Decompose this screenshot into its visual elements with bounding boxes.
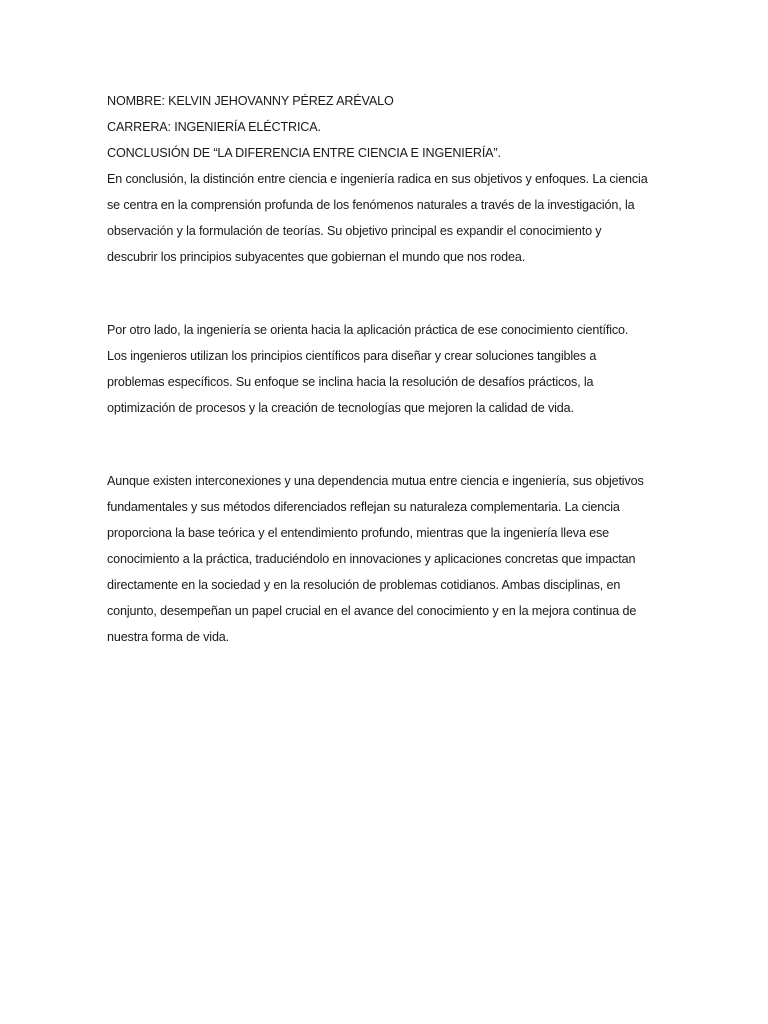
paragraph-line: fundamentales y sus métodos diferenciados reflejan su naturaleza complementaria. La ciencia xyxy=(107,500,620,514)
paragraph-line: problemas específicos. Su enfoque se inclina hacia la resolución de desafíos prácticos, la xyxy=(107,375,594,389)
paragraph-line: En conclusión, la distinción entre ciencia e ingeniería radica en sus objetivos y enfoques. La ciencia xyxy=(107,172,648,186)
document-body xyxy=(107,88,662,650)
career-line: CARRERA: INGENIERÍA ELÉCTRICA. xyxy=(107,120,321,134)
paragraph-line: descubrir los principios subyacentes que gobiernan el mundo que nos rodea. xyxy=(107,250,526,264)
student-name-line: NOMBRE: KELVIN JEHOVANNY PÉREZ ARÉVALO xyxy=(107,94,394,108)
paragraph-3 xyxy=(107,468,662,650)
paragraph-line: nuestra forma de vida. xyxy=(107,630,230,644)
paragraph-spacer xyxy=(107,270,662,317)
paragraph-line: optimización de procesos y la creación de tecnologías que mejoren la calidad de vida. xyxy=(107,401,574,415)
paragraph-1 xyxy=(107,166,662,270)
paragraph-2 xyxy=(107,317,662,421)
paragraph-spacer xyxy=(107,421,662,468)
paragraph-line: proporciona la base teórica y el entendimiento profundo, mientras que la ingeniería lleva ese xyxy=(107,526,610,540)
paragraph-line: observación y la formulación de teorías. Su objetivo principal es expandir el conocimiento y xyxy=(107,224,602,238)
paragraph-line: se centra en la comprensión profunda de los fenómenos naturales a través de la investigación, la xyxy=(107,198,635,212)
paragraph-line: conocimiento a la práctica, traduciéndolo en innovaciones y aplicaciones concretas que impactan xyxy=(107,552,636,566)
paragraph-line: Los ingenieros utilizan los principios científicos para diseñar y crear soluciones tangibles a xyxy=(107,349,597,363)
paragraph-line: directamente en la sociedad y en la resolución de problemas cotidianos. Ambas disciplinas, en xyxy=(107,578,621,592)
paragraph-line: Por otro lado, la ingeniería se orienta hacia la aplicación práctica de ese conocimiento científico. xyxy=(107,323,629,337)
conclusion-title: CONCLUSIÓN DE “LA DIFERENCIA ENTRE CIENCIA E INGENIERÍA”. xyxy=(107,146,501,160)
paragraph-line: conjunto, desempeñan un papel crucial en el avance del conocimiento y en la mejora continua de xyxy=(107,604,637,618)
paragraph-line: Aunque existen interconexiones y una dependencia mutua entre ciencia e ingeniería, sus objetivos xyxy=(107,474,644,488)
